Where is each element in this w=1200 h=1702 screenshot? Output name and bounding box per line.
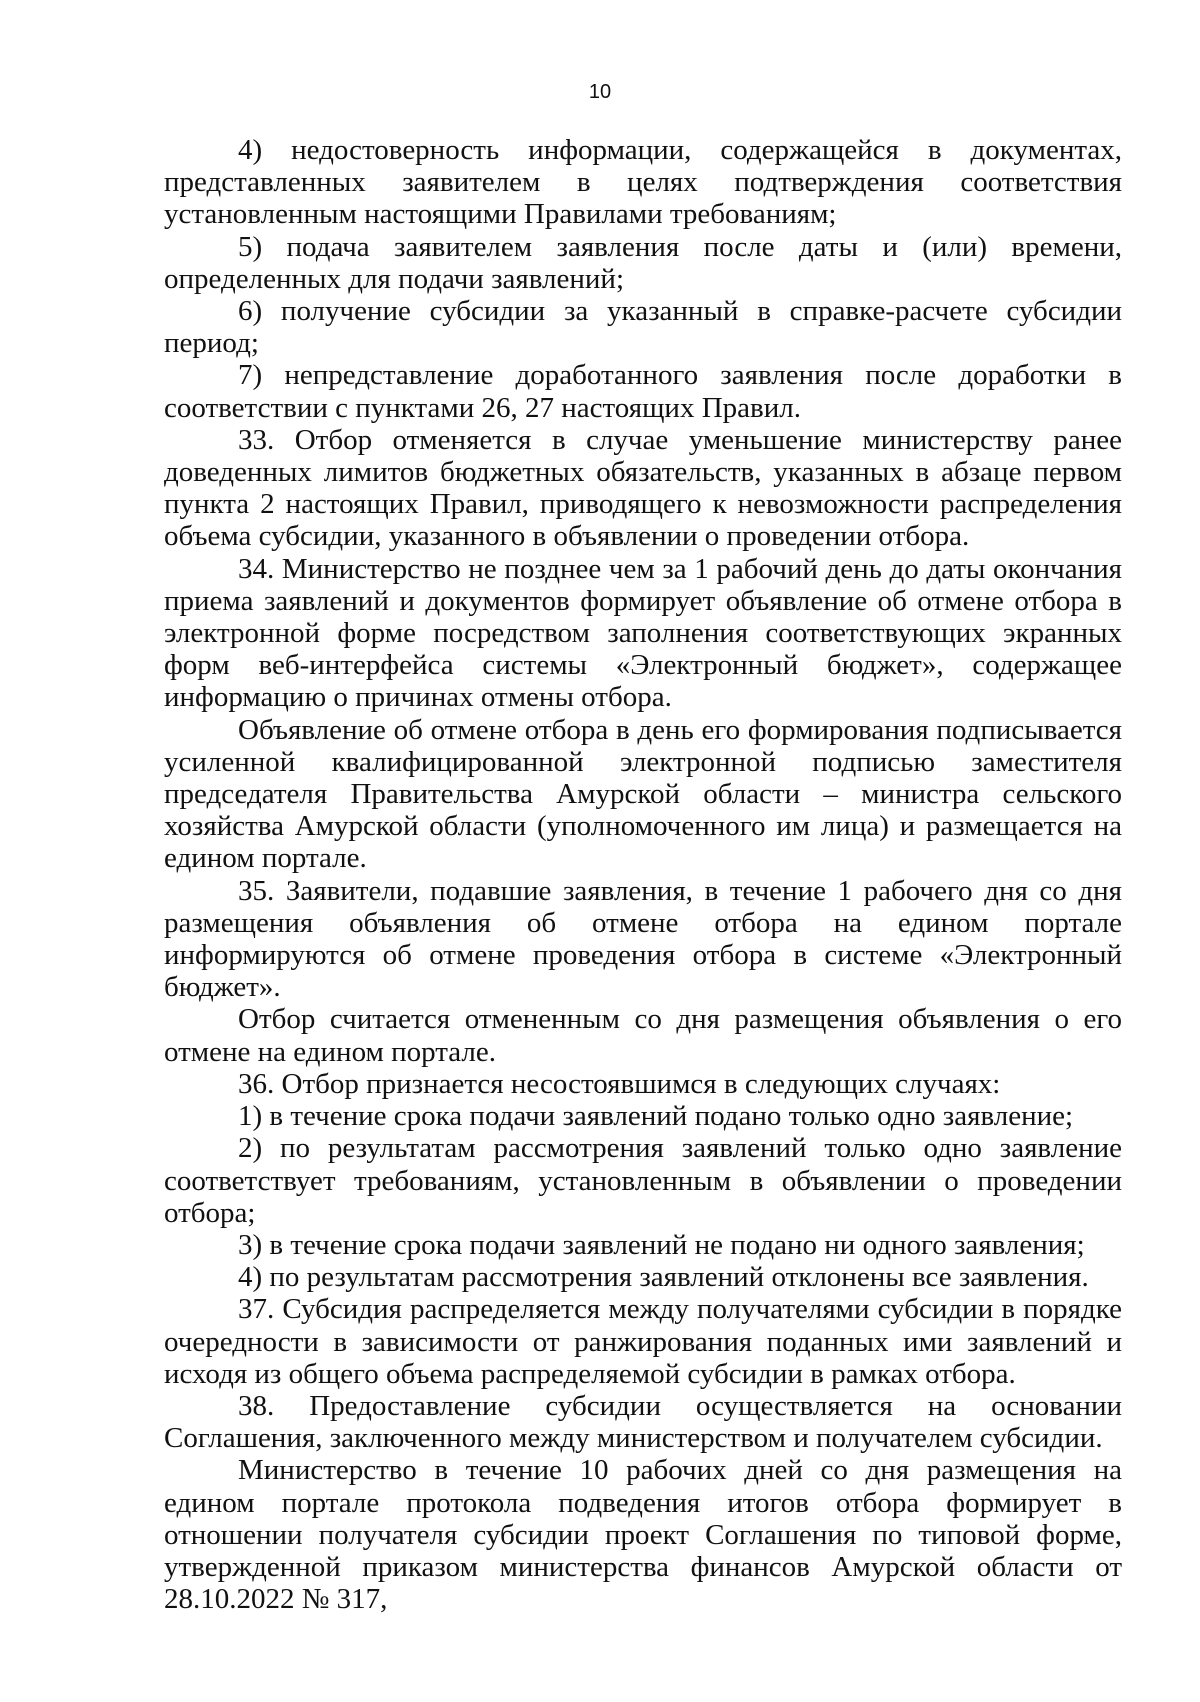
paragraph-clause-33: 33. Отбор отменяется в случае уменьшение министерству ранее доведенных лимитов бюджетных обязательств, указанных в абзаце первом пункта 2 настоящих Правил, приводящего к невозможности распределения объема субсидии, указанного в объявлении о проведении отбора.: [164, 423, 1122, 553]
paragraph-case-2: 2) по результатам рассмотрения заявлений только одно заявление соответствует требованиям, установленным в объявлении о проведении отбора;: [164, 1132, 1122, 1229]
paragraph-clause-34: 34. Министерство не позднее чем за 1 рабочий день до даты окончания приема заявлений и документов формирует объявление об отмене отбора в электронной форме посредством заполнения соответствующих экранных форм веб-интерфейса системы «Электронный бюджет», содержащее информацию о причинах отмены отбора.: [164, 552, 1122, 714]
paragraph-item-4: 4) недостоверность информации, содержащейся в документах, представленных заявителем в целях подтверждения соответствия установленным настоящими Правилами требованиям;: [164, 134, 1122, 231]
paragraph-clause-38: 38. Предоставление субсидии осуществляется на основании Соглашения, заключенного между министерством и получателем субсидии.: [164, 1389, 1122, 1455]
paragraph-cancellation-effective: Отбор считается отмененным со дня размещения объявления о его отмене на едином портале.: [164, 1003, 1122, 1068]
paragraph-cancellation-signature: Объявление об отмене отбора в день его формирования подписывается усиленной квалифицированной электронной подписью заместителя председателя Правительства Амурской области – министра сельского хозяйства Амурской области (уполномоченного им лица) и размещается на едином портале.: [164, 713, 1122, 875]
paragraph-case-3: 3) в течение срока подачи заявлений не подано ни одного заявления;: [238, 1228, 1085, 1261]
paragraph-clause-35: 35. Заявители, подавшие заявления, в течение 1 рабочего дня со дня размещения объявления об отмене отбора на едином портале информируются об отмене проведения отбора в системе «Электронный бюджет».: [164, 874, 1122, 1004]
paragraph-case-1: 1) в течение срока подачи заявлений подано только одно заявление;: [238, 1100, 1074, 1133]
paragraph-item-5: 5) подача заявителем заявления после даты и (или) времени, определенных для подачи заявлений;: [164, 230, 1122, 295]
paragraph-item-6: 6) получение субсидии за указанный в справке-расчете субсидии период;: [164, 295, 1122, 360]
paragraph-item-7: 7) непредставление доработанного заявления после доработки в соответствии с пунктами 26, 27 настоящих Правил.: [164, 359, 1122, 424]
document-body: [164, 134, 1122, 1615]
paragraph-agreement-draft: Министерство в течение 10 рабочих дней со дня размещения на едином портале протокола подведения итогов отбора формирует в отношении получателя субсидии проект Соглашения по типовой форме, утвержденной приказом министерства финансов Амурской области от 28.10.2022 № 317,: [164, 1454, 1122, 1616]
paragraph-clause-37: 37. Субсидия распределяется между получателями субсидии в порядке очередности в зависимости от ранжирования поданных ими заявлений и исходя из общего объема распределяемой субсидии в рамках отбора.: [164, 1293, 1122, 1390]
paragraph-case-4: 4) по результатам рассмотрения заявлений отклонены все заявления.: [238, 1261, 1089, 1294]
page-number: 10: [588, 81, 612, 103]
paragraph-clause-36: 36. Отбор признается несостоявшимся в следующих случаях:: [238, 1067, 1001, 1100]
